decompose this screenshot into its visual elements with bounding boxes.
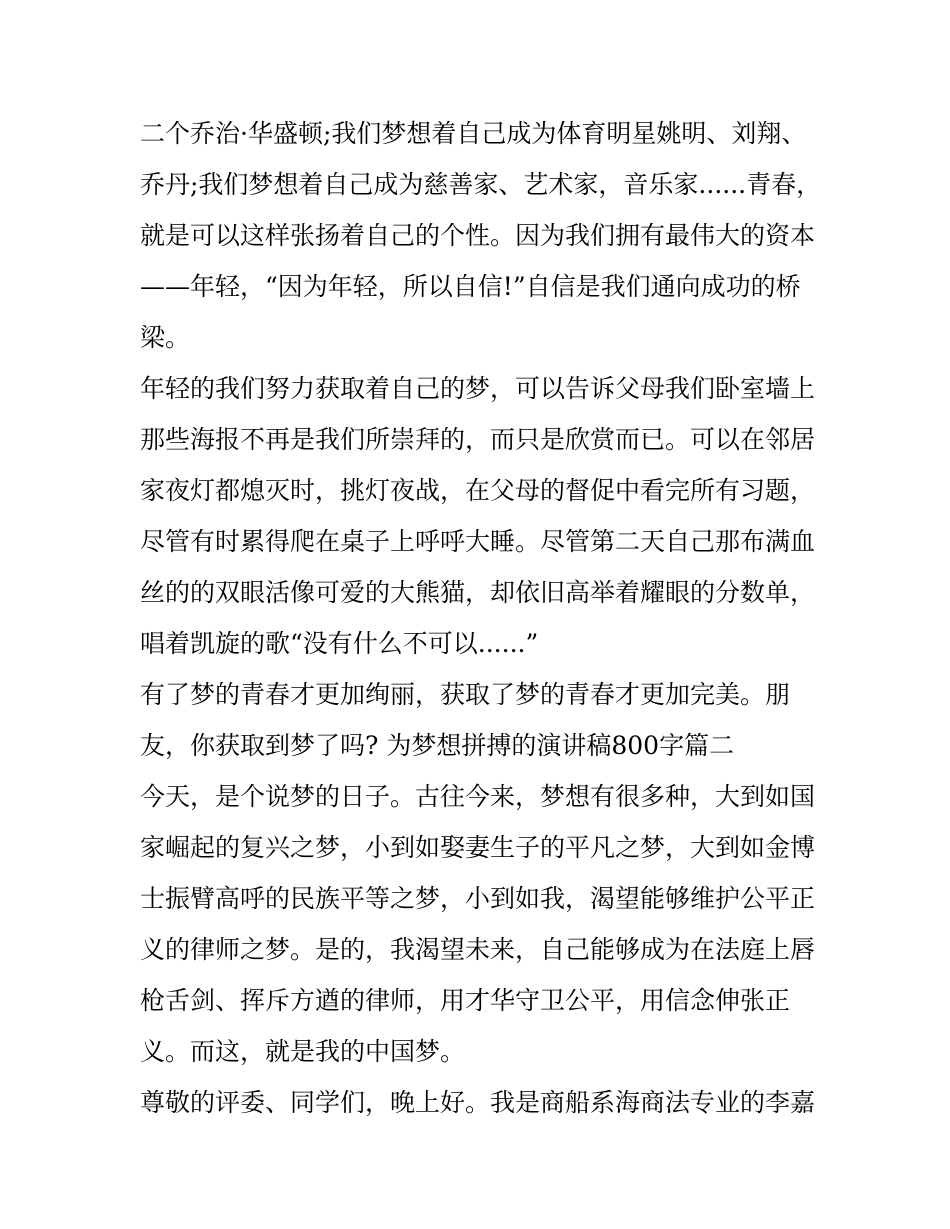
text-line: 枪舌剑、挥斥方遒的律师，用才华守卫公平，用信念伸张正: [140, 986, 791, 1015]
text-line: 二个乔治·华盛顿;我们梦想着自己成为体育明星姚明、刘翔、: [140, 119, 807, 148]
text-line: 有了梦的青春才更加绚丽，获取了梦的青春才更加完美。朋: [140, 680, 791, 709]
text-line: ——年轻，“因为年轻，所以自信!”自信是我们通向成功的桥: [140, 272, 801, 301]
text-line: 梁。: [140, 323, 191, 352]
text-line: 年轻的我们努力获取着自己的梦，可以告诉父母我们卧室墙上: [140, 374, 816, 403]
text-line: 尽管有时累得爬在桌子上呼呼大睡。尽管第二天自己那布满血: [140, 527, 816, 556]
body-text: [140, 108, 820, 1128]
text-line: 义。而这，就是我的中国梦。: [140, 1037, 466, 1066]
text-line: 家崛起的复兴之梦，小到如娶妻生子的平凡之梦，大到如金博: [140, 833, 816, 862]
text-line: 家夜灯都熄灭时，挑灯夜战，在父母的督促中看完所有习题，: [140, 476, 816, 505]
text-line: 乔丹;我们梦想着自己成为慈善家、艺术家，音乐家......青春，: [140, 170, 822, 199]
text-line: 尊敬的评委、同学们，晚上好。我是商船系海商法专业的李嘉: [140, 1088, 816, 1117]
text-line: 义的律师之梦。是的，我渴望未来，自己能够成为在法庭上唇: [140, 935, 816, 964]
text-line: 友，你获取到梦了吗? 为梦想拼搏的演讲稿800字篇二: [140, 731, 735, 760]
text-line: 那些海报不再是我们所崇拜的，而只是欣赏而已。可以在邻居: [140, 425, 816, 454]
text-line: 今天，是个说梦的日子。古往今来，梦想有很多种，大到如国: [140, 782, 816, 811]
text-line: 丝的的双眼活像可爱的大熊猫，却依旧高举着耀眼的分数单，: [140, 578, 816, 607]
text-line: 唱着凯旋的歌“没有什么不可以......”: [140, 629, 539, 658]
text-line: 就是可以这样张扬着自己的个性。因为我们拥有最伟大的资本: [140, 221, 816, 250]
text-line: 士振臂高呼的民族平等之梦，小到如我，渴望能够维护公平正: [140, 884, 816, 913]
